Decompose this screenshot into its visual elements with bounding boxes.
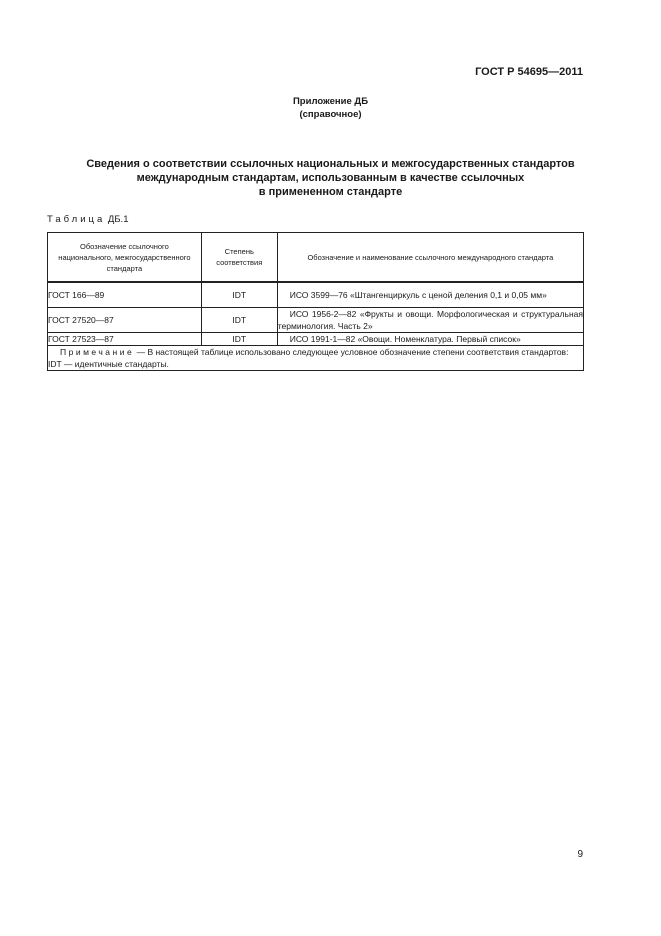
header-description: Обозначение и наименование ссылочного международного стандарта <box>277 233 583 283</box>
section-title-line-3: в примененном стандарте <box>258 186 403 198</box>
section-title <box>40 157 621 199</box>
note-line-2: IDT — идентичные стандарты. <box>48 359 169 369</box>
table-caption-prefix: Таблица <box>47 214 106 225</box>
cell-degree: IDT <box>201 333 277 346</box>
cell-code: ГОСТ 27523—87 <box>48 333 202 346</box>
table-header-row <box>48 233 584 283</box>
cell-code: ГОСТ 166—89 <box>48 282 202 308</box>
table-note <box>48 346 584 371</box>
header-code: Обозначение ссылочного национального, межгосударственного стандарта <box>48 233 202 283</box>
table-caption <box>47 214 128 225</box>
cell-description: ИСО 1991-1—82 «Овощи. Номенклатура. Первый список» <box>277 333 583 346</box>
section-title-line-1: Сведения о соответствии ссылочных национальных и межгосударственных стандартов <box>86 158 575 170</box>
table-caption-number: ДБ.1 <box>107 214 129 225</box>
cell-code: ГОСТ 27520—87 <box>48 308 202 333</box>
document-code: ГОСТ Р 54695—2011 <box>475 66 583 78</box>
standards-table <box>47 232 584 371</box>
cell-degree: IDT <box>201 308 277 333</box>
note-label: Примечание <box>60 347 135 357</box>
page-number: 9 <box>577 849 583 860</box>
table-row <box>48 282 584 308</box>
appendix-title: Приложение ДБ <box>292 96 369 107</box>
section-title-line-2: международным стандартам, использованным в качестве ссылочных <box>136 172 525 184</box>
table-note-row <box>48 346 584 371</box>
table-row <box>48 308 584 333</box>
appendix-subtitle: (справочное) <box>299 109 362 120</box>
cell-degree: IDT <box>201 282 277 308</box>
header-degree: Степень соответствия <box>201 233 277 283</box>
note-text: — В настоящей таблице использовано следующее условное обозначение степени соответствия стандартов: <box>136 347 569 357</box>
table-row <box>48 333 584 346</box>
cell-description: ИСО 1956-2—82 «Фрукты и овощи. Морфологическая и структуральная терминология. Часть 2» <box>277 309 583 331</box>
cell-description: ИСО 3599—76 «Штангенциркуль с ценой деления 0,1 и 0,05 мм» <box>277 282 583 308</box>
